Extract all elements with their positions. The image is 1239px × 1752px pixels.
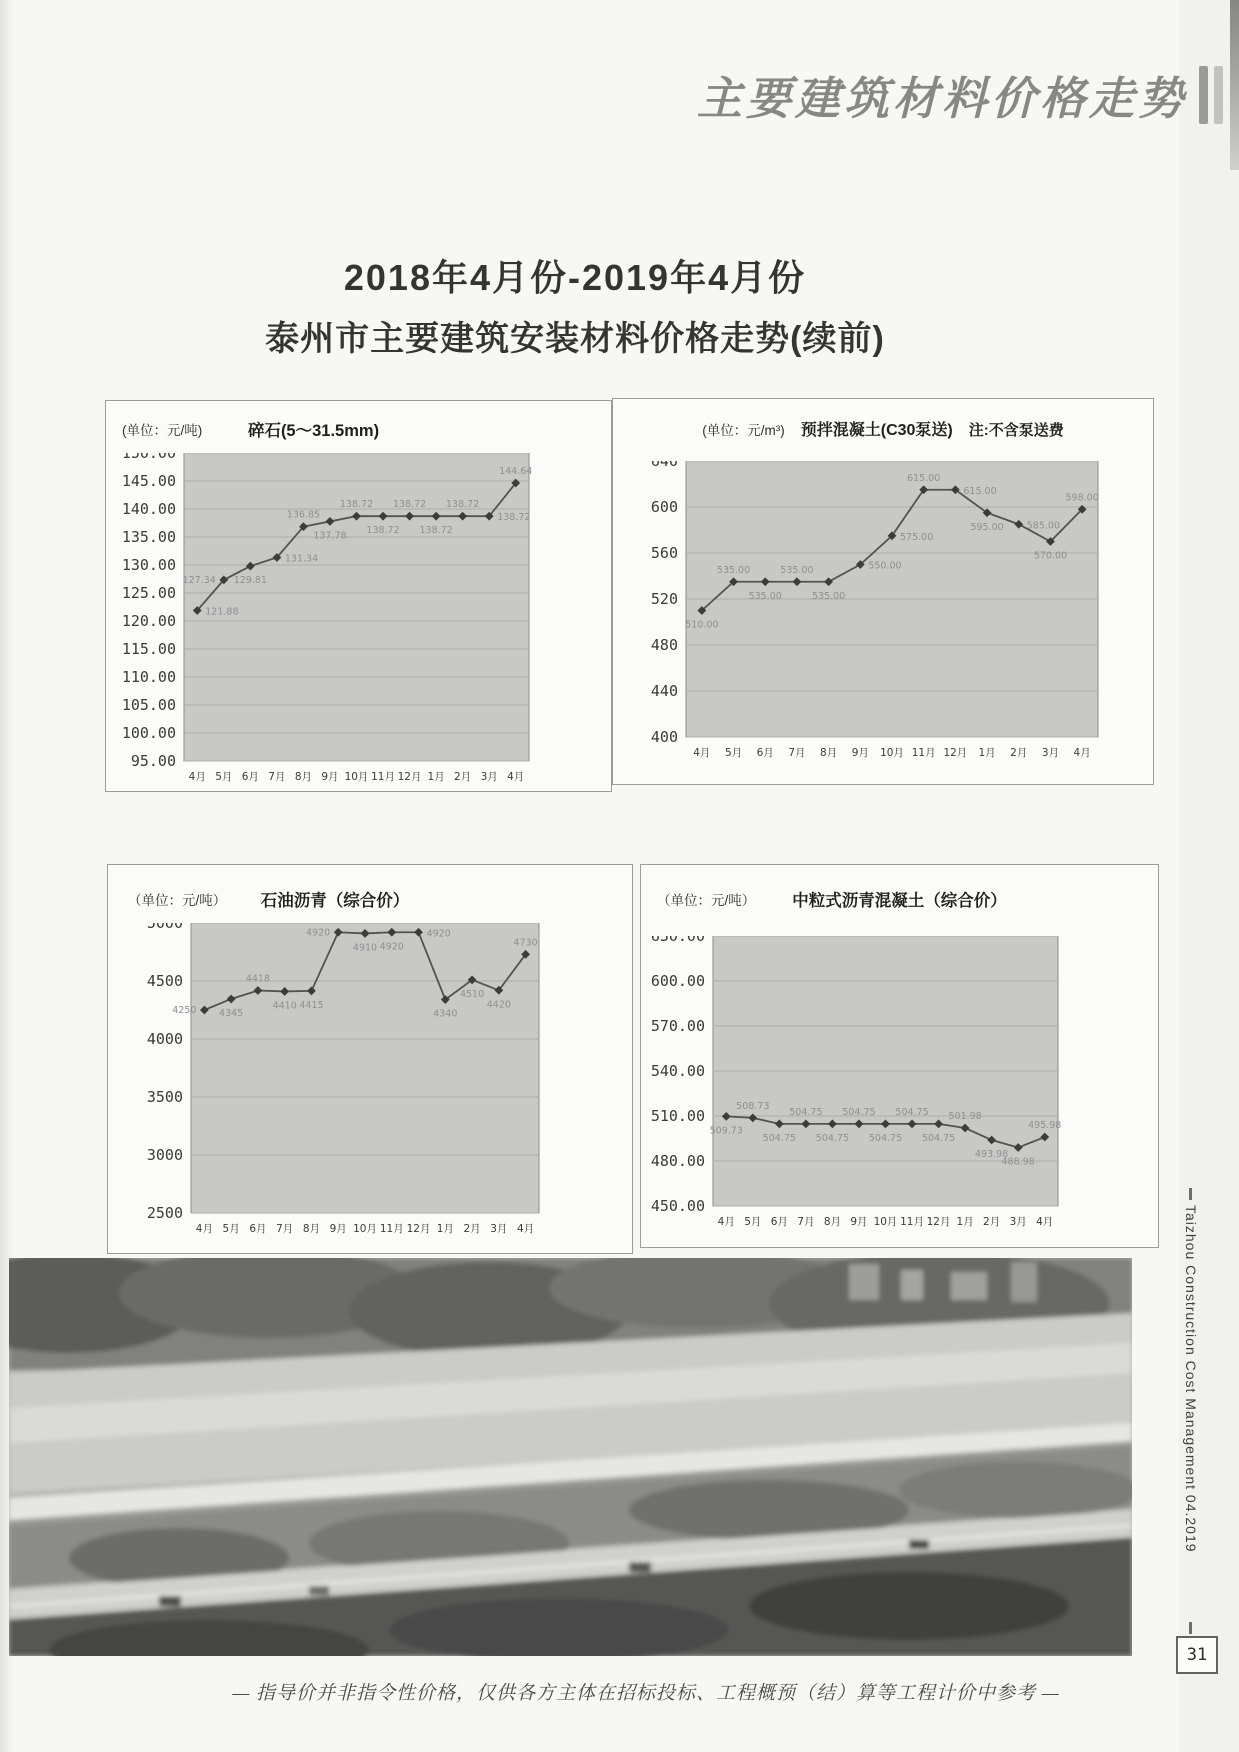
y-tick-label: 5000 [146,923,183,932]
data-point-label: 550.00 [868,560,902,572]
data-point-label: 4420 [486,999,511,1011]
x-tick-label: 7月 [788,747,806,759]
x-tick-label: 8月 [302,1223,321,1235]
x-tick-label: 3月 [490,1223,508,1235]
x-tick-label: 6月 [241,771,259,783]
chart-asphalt-concrete [640,864,1159,1248]
x-tick-label: 6月 [249,1223,267,1235]
y-tick-label: 510.00 [650,1107,705,1125]
data-point-label: 129.81 [233,575,267,587]
data-point-label: 509.73 [709,1125,743,1137]
y-tick-label: 3500 [146,1088,183,1106]
x-tick-label: 4月 [1036,1216,1054,1228]
data-point-label: 493.98 [975,1149,1009,1161]
x-tick-label: 12月 [926,1216,951,1228]
data-point-label: 504.75 [921,1132,956,1144]
sidebar-tick-mark [1189,1188,1192,1200]
data-point-label: 136.85 [286,509,321,521]
chart-canvas [106,453,543,791]
sidebar-tick-mark [1189,1622,1192,1634]
x-tick-label: 1月 [427,771,445,783]
data-point-label: 131.34 [284,553,319,565]
x-tick-label: 4月 [195,1223,213,1235]
data-point-label: 535.00 [716,564,751,576]
x-tick-label: 9月 [850,1216,868,1228]
y-tick-label: 115.00 [121,640,176,658]
data-point-label: 137.78 [313,530,347,542]
data-point-label: 535.00 [780,564,814,576]
y-tick-label: 520 [650,590,678,608]
x-tick-label: 12月 [406,1223,431,1235]
data-point-label: 144.64 [499,466,533,478]
data-point-label: 4920 [379,941,404,953]
document-title-line1: 2018年4月份-2019年4月份 [343,257,807,298]
x-tick-label: 1月 [436,1223,454,1235]
x-tick-label: 7月 [797,1216,815,1228]
x-tick-label: 11月 [900,1216,924,1228]
plot-background [191,923,539,1213]
page-number: 31 [1176,1636,1218,1674]
y-tick-label: 450.00 [650,1197,705,1215]
y-tick-label: 4000 [146,1030,183,1048]
landscape-photo-svg [9,1258,1132,1656]
x-tick-label: 1月 [978,747,996,759]
y-tick-label: 120.00 [121,612,176,630]
y-tick-label: 4500 [146,972,183,990]
x-tick-label: 12月 [943,747,968,759]
chart-unit-label: （单位：元/吨） [657,893,756,908]
data-point-label: 4920 [306,927,331,939]
y-tick-label: 480.00 [650,1152,705,1170]
data-point-label: 504.75 [895,1106,929,1118]
x-tick-label: 5月 [215,771,233,783]
x-tick-label: 11月 [911,747,936,759]
data-point-label: 138.72 [339,499,374,511]
y-tick-label: 570.00 [650,1017,705,1035]
data-point-label: 138.72 [497,512,531,524]
page-header-title: 主要建筑材料价格走势 [696,74,1187,124]
x-tick-label: 3月 [1041,747,1060,759]
x-tick-label: 11月 [371,771,395,783]
chart-canvas [641,936,1072,1236]
x-tick-label: 4月 [507,771,525,783]
y-tick-label: 600 [650,498,678,516]
chart-title: 中粒式沥青混凝土（综合价） [792,892,1007,910]
data-point-label: 508.73 [736,1100,770,1112]
x-tick-label: 11月 [379,1223,404,1235]
x-tick-label: 4月 [693,747,711,759]
x-tick-label: 10月 [873,1216,898,1228]
data-point-label: 598.00 [1065,492,1099,504]
x-tick-label: 8月 [294,771,313,783]
chart-unit-label: (单位：元/m³) [702,423,785,438]
x-tick-label: 4月 [1073,747,1091,759]
data-point-label: 501.98 [948,1111,982,1123]
landscape-photo [9,1258,1132,1656]
data-point-label: 138.72 [419,525,453,537]
x-tick-label: 2月 [983,1216,1001,1228]
footer-disclaimer: — 指导价并非指令性价格，仅供各方主体在招标投标、工程概预（结）算等工程计价中参考 — [232,1683,1060,1704]
data-point-label: 495.98 [1028,1120,1062,1132]
data-point-label: 4730 [513,937,538,949]
chart-ready-mix-concrete [612,398,1154,785]
data-point-label: 575.00 [900,531,934,543]
data-point-label: 4510 [459,988,485,1000]
y-tick-label: 100.00 [121,724,176,742]
x-tick-label: 4月 [517,1223,535,1235]
x-tick-label: 2月 [1010,747,1028,759]
x-tick-label: 9月 [851,747,869,759]
chart-canvas [108,923,553,1243]
x-tick-label: 2月 [463,1223,481,1235]
x-tick-label: 9月 [321,771,339,783]
data-point-label: 4410 [272,1000,297,1012]
y-tick-label: 640 [650,461,678,470]
data-point-label: 121.88 [205,606,239,618]
x-tick-label: 4月 [188,771,206,783]
document-title [0,250,1150,360]
y-tick-label: 480 [650,636,678,654]
data-point-label: 4415 [299,999,324,1011]
y-tick-label: 150.00 [121,453,176,462]
data-point-label: 504.75 [789,1106,823,1118]
x-tick-label: 9月 [329,1223,347,1235]
data-point-label: 570.00 [1033,550,1068,562]
chart-plot-area [641,936,1072,1241]
chart-title: 碎石(5～31.5mm) [247,422,380,440]
x-tick-label: 8月 [820,747,838,759]
x-tick-label: 12月 [397,771,422,783]
chart-title: 石油沥青（综合价） [260,892,410,910]
y-tick-label: 145.00 [121,472,176,490]
y-tick-label: 560 [650,544,678,562]
x-tick-label: 2月 [454,771,472,783]
chart-crushed-stone [105,400,612,792]
x-tick-label: 1月 [956,1216,974,1228]
y-tick-label: 3000 [146,1146,183,1164]
x-tick-label: 6月 [756,747,774,759]
chart-unit-label: （单位：元/吨） [128,893,227,908]
y-tick-label: 540.00 [650,1062,705,1080]
y-tick-label: 2500 [146,1204,183,1222]
data-point-label: 595.00 [970,521,1004,533]
chart-petroleum-asphalt [107,864,633,1254]
chart-title: 预拌混凝土(C30泵送) [800,422,953,439]
data-point-label: 615.00 [963,485,997,497]
chart-unit-label: (单位：元/吨) [122,423,203,438]
chart-canvas [613,461,1112,767]
y-tick-label: 125.00 [121,584,176,602]
x-tick-label: 6月 [770,1216,788,1228]
y-tick-label: 135.00 [121,528,176,546]
y-tick-label: 95.00 [130,752,176,770]
x-tick-label: 3月 [480,771,498,783]
data-point-label: 615.00 [907,472,941,484]
data-point-label: 585.00 [1026,520,1061,532]
x-tick-label: 5月 [744,1216,762,1228]
data-point-label: 4340 [433,1008,458,1020]
scan-corner-strip [1230,0,1239,170]
x-tick-label: 8月 [823,1216,842,1228]
y-tick-label: 440 [650,682,678,700]
chart-note: 注:不含泵送费 [968,422,1064,439]
chart-plot-area [106,453,543,796]
data-point-label: 488.98 [1001,1156,1035,1168]
y-tick-label: 600.00 [650,972,705,990]
data-point-label: 138.72 [446,499,480,511]
data-point-label: 127.34 [182,574,216,586]
data-point-label: 510.00 [685,619,719,631]
x-tick-label: 3月 [1009,1216,1027,1228]
document-title-line2: 泰州市主要建筑安装材料价格走势(续前) [265,320,885,358]
y-tick-label: 400 [650,728,678,746]
chart-header [613,417,1153,440]
chart-plot-area [108,923,553,1248]
data-point-label: 4920 [426,928,451,940]
x-tick-label: 10月 [353,1223,377,1235]
data-point-label: 4345 [219,1007,244,1019]
y-tick-label: 140.00 [121,500,176,518]
data-point-label: 4418 [245,973,271,985]
data-point-label: 504.75 [815,1132,850,1144]
data-point-label: 504.75 [868,1132,903,1144]
chart-plot-area [613,461,1112,772]
data-point-label: 138.72 [366,525,400,537]
y-tick-label: 130.00 [121,556,176,574]
x-tick-label: 7月 [276,1223,294,1235]
data-point-label: 4910 [352,942,378,954]
data-point-label: 535.00 [748,590,782,602]
x-tick-label: 7月 [268,771,286,783]
y-tick-label: 110.00 [121,668,176,686]
x-tick-label: 4月 [717,1216,735,1228]
x-tick-label: 5月 [724,747,743,759]
journal-sidebar-text: Taizhou Construction Cost Management 04.2019 [1183,1205,1199,1553]
data-point-label: 504.75 [762,1132,796,1144]
x-tick-label: 10月 [344,771,369,783]
data-point-label: 138.72 [392,499,427,511]
data-point-label: 4250 [172,1005,197,1016]
x-tick-label: 10月 [880,747,904,759]
data-point-label: 504.75 [842,1106,876,1118]
y-tick-label: 630.00 [650,936,705,945]
double-bar-icon [1199,66,1223,124]
data-point-label: 535.00 [811,590,846,602]
y-tick-label: 105.00 [121,696,176,714]
x-tick-label: 5月 [222,1223,240,1235]
